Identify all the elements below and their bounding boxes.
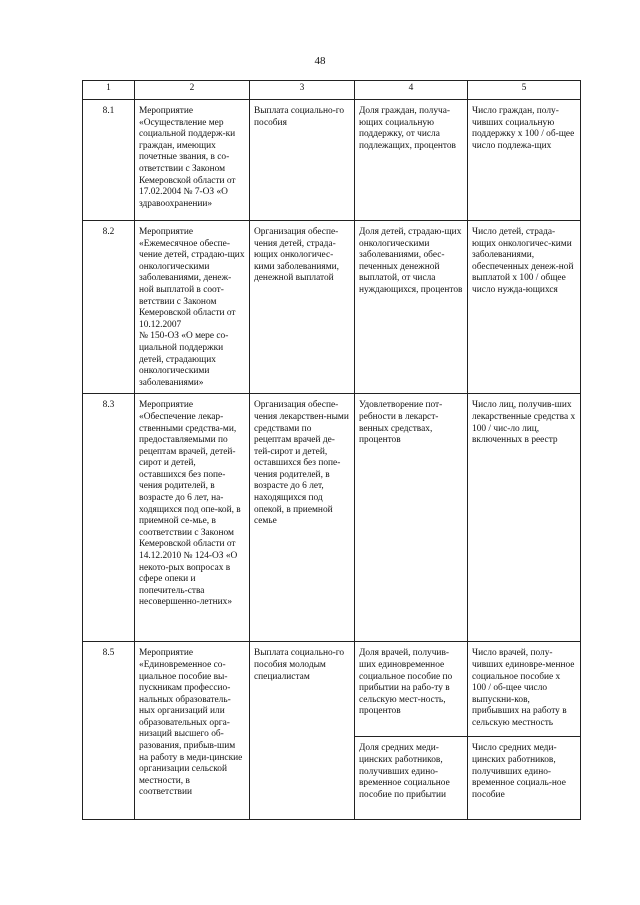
formula-cell: Число граждан, полу-чивших социальную поддержку х 100 / об-щее число подлежа-щих bbox=[468, 100, 581, 221]
row-number: 8.2 bbox=[83, 221, 135, 394]
measure-cell: Мероприятие «Единовременное со-циальное пособие вы-пускникам профессио-нальных образователь-ных организаций или образовательных орга-низаций высшего об-разования, прибыв-шим на работу в меди-цинские организации сельской местности, в соответствии bbox=[135, 642, 250, 820]
table-row bbox=[83, 394, 581, 642]
column-header: 3 bbox=[250, 81, 355, 100]
table-row bbox=[83, 221, 581, 394]
measure-cell: Мероприятие «Осуществление мер социальной поддерж-ки граждан, имеющих почетные звания, в со-ответствии с Законом Кемеровской области от 17.02.2004 № 7-ОЗ «О здравоохранении» bbox=[135, 100, 250, 221]
program-measures-table bbox=[82, 80, 581, 820]
table-header-row bbox=[83, 81, 581, 100]
formula-cell: Число лиц, получив-ших лекарственные средства х 100 / чис-ло лиц, включенных в реестр bbox=[468, 394, 581, 642]
formula-name-cell: Доля врачей, получив-ших единовременное социальное пособие по прибытии на рабо-ту в сельскую мест-ность, процентов bbox=[355, 642, 468, 737]
indicator-cell: Выплата социально-го пособия bbox=[250, 100, 355, 221]
formula-name-cell: Доля детей, страдаю-щих онкологическими заболеваниями, обес-печенных денежной выплатой, от числа нуждающихся, процентов bbox=[355, 221, 468, 394]
table-row bbox=[83, 642, 581, 737]
formula-name-cell: Доля граждан, получа-ющих социальную поддержку, от числа подлежащих, процентов bbox=[355, 100, 468, 221]
row-number: 8.3 bbox=[83, 394, 135, 642]
indicator-cell: Организация обеспе-чения детей, страда-ющих онкологичес-кими заболеваниями, денежной выплатой bbox=[250, 221, 355, 394]
measure-cell: Мероприятие «Ежемесячное обеспе-чение детей, страдаю-щих онкологическими заболеваниями, денеж-ной выплатой в соот-ветствии с Законом Кемеровской области от 10.12.2007 № 150-ОЗ «О мере со-циальной поддержки детей, страдающих онкологическими заболеваниями» bbox=[135, 221, 250, 394]
table-row bbox=[83, 100, 581, 221]
indicator-cell: Организация обеспе-чения лекарствен-ными средствами по рецептам врачей де-тей-сирот и детей, оставшихся без попе-чения родителей, в возрасте до 6 лет, находящихся под опекой, в приемной семье bbox=[250, 394, 355, 642]
column-header: 4 bbox=[355, 81, 468, 100]
formula-name-cell: Доля средних меди-цинских работников, получивших едино-временное социальное пособие по прибытии bbox=[355, 737, 468, 820]
column-header: 1 bbox=[83, 81, 135, 100]
formula-cell: Число врачей, полу-чивших единовре-менное социальное пособие х 100 / об-щее число выпускни-ков, прибывших на работу в сельскую местность bbox=[468, 642, 581, 737]
formula-cell: Число детей, страда-ющих онкологичес-кими заболеваниями, обеспеченных денеж-ной выплатой х 100 / общее число нужда-ющихся bbox=[468, 221, 581, 394]
page-number: 48 bbox=[314, 55, 326, 67]
row-number: 8.5 bbox=[83, 642, 135, 820]
column-header: 2 bbox=[135, 81, 250, 100]
row-number: 8.1 bbox=[83, 100, 135, 221]
indicator-cell: Выплата социально-го пособия молодым специалистам bbox=[250, 642, 355, 820]
formula-cell: Число средних меди-цинских работников, получивших едино-временное социаль-ное пособие bbox=[468, 737, 581, 820]
column-header: 5 bbox=[468, 81, 581, 100]
formula-name-cell: Удовлетворение пот-ребности в лекарст-венных средствах, процентов bbox=[355, 394, 468, 642]
measure-cell: Мероприятие «Обеспечение лекар-ственными средства-ми, предоставляемыми по рецептам врачей, детей-сирот и детей, оставшихся без попе-чения родителей, в возрасте до 6 лет, на-ходящихся под опе-кой, в приемной се-мье, в соответствии с Законом Кемеровской области от 14.12.2010 № 124-ОЗ «О некото-рых вопросах в сфере опеки и попечитель-ства несовершенно-летних» bbox=[135, 394, 250, 642]
